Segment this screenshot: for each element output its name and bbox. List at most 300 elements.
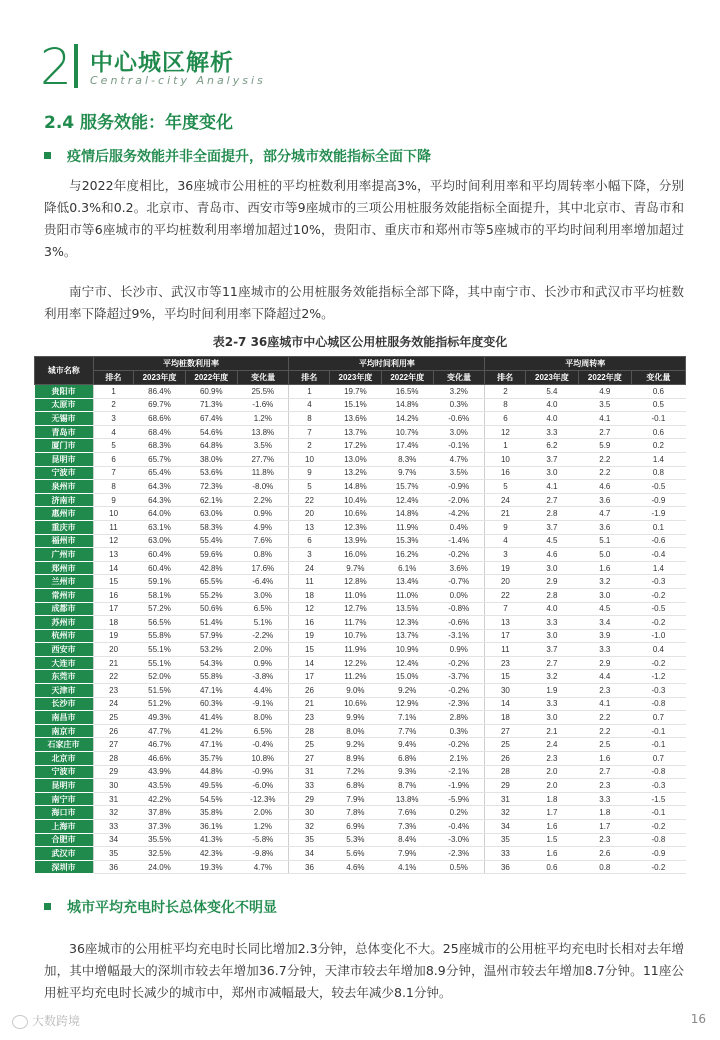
table-cell: 9.0% xyxy=(330,684,382,698)
table-cell: 30 xyxy=(289,806,330,820)
table-cell: 15 xyxy=(485,670,526,684)
table-row xyxy=(35,684,686,698)
table-cell: 0.6 xyxy=(525,860,578,874)
table-cell: 1.6 xyxy=(525,847,578,861)
table-cell: 7 xyxy=(485,602,526,616)
table-cell: 2.4 xyxy=(525,738,578,752)
table-row xyxy=(35,452,686,466)
table-cell: 19.7% xyxy=(330,385,382,399)
table-cell: 0.8 xyxy=(631,466,685,480)
table-cell: 16.0% xyxy=(330,548,382,562)
table-cell: 11.0% xyxy=(381,588,433,602)
table-row xyxy=(35,697,686,711)
table-cell: 1.2% xyxy=(237,820,289,834)
table-cell: 63.0% xyxy=(134,534,186,548)
table-cell: 41.4% xyxy=(185,711,237,725)
table-cell: 13.7% xyxy=(381,629,433,643)
table-cell: 11.8% xyxy=(237,466,289,480)
table-row xyxy=(35,629,686,643)
table-cell: 38.0% xyxy=(185,452,237,466)
city-name-cell: 重庆市 xyxy=(35,520,94,534)
table-cell: -0.9% xyxy=(237,765,289,779)
table-cell: 47.7% xyxy=(134,724,186,738)
table-cell: 8.7% xyxy=(381,779,433,793)
table-cell: -0.6 xyxy=(631,534,685,548)
table-cell: 20 xyxy=(93,643,134,657)
table-cell: 72.3% xyxy=(185,480,237,494)
table-cell: 4.0 xyxy=(525,398,578,412)
table-cell: 12 xyxy=(485,425,526,439)
table-cell: 4.6% xyxy=(330,860,382,874)
table-cell: 0.2% xyxy=(433,806,485,820)
city-column-header: 城市名称 xyxy=(35,357,94,385)
table-cell: -0.2% xyxy=(433,738,485,752)
table-cell: 33 xyxy=(93,820,134,834)
table-cell: 0.8 xyxy=(578,860,631,874)
table-cell: 0.4% xyxy=(433,520,485,534)
table-cell: 4.6 xyxy=(525,548,578,562)
table-cell: 10.4% xyxy=(330,493,382,507)
table-cell: 14 xyxy=(485,697,526,711)
table-cell: 58.3% xyxy=(185,520,237,534)
table-cell: 21 xyxy=(289,697,330,711)
table-cell: 6.9% xyxy=(330,820,382,834)
table-cell: 28 xyxy=(485,765,526,779)
table-cell: 1.4 xyxy=(631,452,685,466)
table-cell: 16 xyxy=(485,466,526,480)
table-cell: 35.7% xyxy=(185,752,237,766)
city-name-cell: 大连市 xyxy=(35,656,94,670)
logo-icon xyxy=(12,1015,28,1029)
table-cell: 47.1% xyxy=(185,684,237,698)
table-cell: 43.9% xyxy=(134,765,186,779)
table-cell: 1.4 xyxy=(631,561,685,575)
table-cell: 0.5% xyxy=(433,860,485,874)
city-name-cell: 兰州市 xyxy=(35,575,94,589)
table-cell: 41.2% xyxy=(185,724,237,738)
table-cell: 25.5% xyxy=(237,385,289,399)
table-cell: 63.0% xyxy=(185,507,237,521)
table-cell: 5.6% xyxy=(330,847,382,861)
table-cell: -0.8 xyxy=(631,697,685,711)
table-cell: 20 xyxy=(289,507,330,521)
table-cell: 55.4% xyxy=(185,534,237,548)
table-cell: 10 xyxy=(289,452,330,466)
city-name-cell: 宁波市 xyxy=(35,765,94,779)
table-cell: 32.5% xyxy=(134,847,186,861)
paragraph-2: 南宁市、长沙市、武汉市等11座城市的公用桩服务效能指标全部下降，其中南宁市、长沙市和武汉市平均桩数利用率下降超过9%，平均时间利用率下降超过2%。 xyxy=(44,284,684,321)
table-cell: 69.7% xyxy=(134,398,186,412)
table-cell: 3 xyxy=(93,412,134,426)
table-cell: 60.4% xyxy=(134,561,186,575)
square-bullet-icon xyxy=(44,152,51,159)
group-header-turnover: 平均周转率 xyxy=(485,357,686,371)
table-row xyxy=(35,847,686,861)
bullet-heading-1-text: 疫情后服务效能并非全面提升，部分城市效能指标全面下降 xyxy=(67,149,431,165)
table-cell: 1.2% xyxy=(237,412,289,426)
table-cell: 6.8% xyxy=(381,752,433,766)
city-name-cell: 长沙市 xyxy=(35,697,94,711)
table-cell: -0.3 xyxy=(631,684,685,698)
table-cell: 0.7 xyxy=(631,752,685,766)
table-row xyxy=(35,820,686,834)
chapter-title: 中心城区解析 xyxy=(90,50,234,76)
table-cell: 23 xyxy=(485,656,526,670)
table-cell: 5.4 xyxy=(525,385,578,399)
table-cell: 24 xyxy=(485,493,526,507)
table-cell: 57.9% xyxy=(185,629,237,643)
table-cell: 17.6% xyxy=(237,561,289,575)
table-cell: 1.6 xyxy=(525,820,578,834)
table-cell: 35.8% xyxy=(185,806,237,820)
efficiency-table xyxy=(34,356,686,874)
table-cell: 3.0 xyxy=(525,629,578,643)
paragraph-1: 与2022年度相比，36座城市公用桩的平均桩数利用率提高3%，平均时间利用率和平均周转率小幅下降，分别降低0.3%和0.2。北京市、青岛市、西安市等9座城市的三项公用桩服务效能指标全面提升，其中北京市、青岛市和贵阳市等6座城市的平均桩数利用率增加超过10%，贵阳市、重庆市和郑州市等5座城市的平均时间利用率增加超过3%。 xyxy=(44,178,684,259)
table-cell: 4.5 xyxy=(578,602,631,616)
table-cell: 51.4% xyxy=(185,616,237,630)
table-cell: 18 xyxy=(93,616,134,630)
table-cell: -0.1 xyxy=(631,738,685,752)
table-cell: -6.4% xyxy=(237,575,289,589)
table-cell: 2.0 xyxy=(525,779,578,793)
table-cell: 2.0% xyxy=(237,806,289,820)
table-cell: 13 xyxy=(289,520,330,534)
table-cell: 1.8 xyxy=(525,792,578,806)
city-name-cell: 杭州市 xyxy=(35,629,94,643)
table-cell: 3.2% xyxy=(433,385,485,399)
table-row xyxy=(35,711,686,725)
table-cell: 13.5% xyxy=(381,602,433,616)
table-cell: 12 xyxy=(93,534,134,548)
table-row xyxy=(35,643,686,657)
table-cell: -0.2% xyxy=(433,656,485,670)
table-cell: 5.1 xyxy=(578,534,631,548)
table-cell: 32 xyxy=(93,806,134,820)
table-cell: -0.8 xyxy=(631,833,685,847)
city-name-cell: 济南市 xyxy=(35,493,94,507)
city-name-cell: 深圳市 xyxy=(35,860,94,874)
table-row xyxy=(35,738,686,752)
table-cell: 2.1% xyxy=(433,752,485,766)
table-cell: 27 xyxy=(485,724,526,738)
table-cell: 53.6% xyxy=(185,466,237,480)
table-cell: 55.1% xyxy=(134,656,186,670)
table-cell: 21 xyxy=(485,507,526,521)
table-cell: -5.9% xyxy=(433,792,485,806)
table-cell: 68.4% xyxy=(134,425,186,439)
table-cell: 12.9% xyxy=(381,697,433,711)
table-cell: 4.7 xyxy=(578,507,631,521)
table-cell: 2.1 xyxy=(525,724,578,738)
table-cell: 2.3 xyxy=(525,752,578,766)
city-name-cell: 上海市 xyxy=(35,820,94,834)
table-cell: 20 xyxy=(485,575,526,589)
table-cell: -1.9 xyxy=(631,507,685,521)
city-name-cell: 贵阳市 xyxy=(35,385,94,399)
sub-header-rank: 排名 xyxy=(485,371,526,385)
table-cell: 29 xyxy=(93,765,134,779)
table-cell: 13 xyxy=(485,616,526,630)
table-cell: 2.3 xyxy=(578,833,631,847)
table-cell: 9 xyxy=(93,493,134,507)
table-cell: 7.7% xyxy=(381,724,433,738)
table-cell: -1.5 xyxy=(631,792,685,806)
table-cell: 55.8% xyxy=(185,670,237,684)
table-cell: 18 xyxy=(289,588,330,602)
table-cell: 7.1% xyxy=(381,711,433,725)
sub-header-change: 变化量 xyxy=(433,371,485,385)
table-cell: 0.5 xyxy=(631,398,685,412)
table-cell: -9.1% xyxy=(237,697,289,711)
table-cell: 33 xyxy=(485,847,526,861)
table-cell: 42.2% xyxy=(134,792,186,806)
table-cell: 4.9 xyxy=(578,385,631,399)
table-cell: 8.9% xyxy=(330,752,382,766)
table-cell: -1.9% xyxy=(433,779,485,793)
table-cell: 22 xyxy=(93,670,134,684)
table-cell: 5 xyxy=(93,439,134,453)
table-cell: 7 xyxy=(93,466,134,480)
table-cell: 11 xyxy=(289,575,330,589)
table-cell: -0.7% xyxy=(433,575,485,589)
table-cell: 2.2 xyxy=(578,452,631,466)
table-cell: 2.7 xyxy=(525,656,578,670)
table-cell: 28 xyxy=(93,752,134,766)
table-cell: 35.5% xyxy=(134,833,186,847)
table-cell: 49.5% xyxy=(185,779,237,793)
table-row xyxy=(35,779,686,793)
table-cell: -0.2% xyxy=(433,548,485,562)
table-cell: 10.7% xyxy=(330,629,382,643)
table-cell: 7.2% xyxy=(330,765,382,779)
sub-header-2022: 2022年度 xyxy=(381,371,433,385)
table-cell: 3.0% xyxy=(237,588,289,602)
table-cell: 6.8% xyxy=(330,779,382,793)
table-cell: 16 xyxy=(289,616,330,630)
table-cell: 13.9% xyxy=(330,534,382,548)
city-name-cell: 广州市 xyxy=(35,548,94,562)
table-cell: 2.9 xyxy=(525,575,578,589)
table-cell: 12.3% xyxy=(330,520,382,534)
group-header-time-util: 平均时间利用率 xyxy=(289,357,485,371)
table-cell: -0.8 xyxy=(631,765,685,779)
sub-header-2023: 2023年度 xyxy=(525,371,578,385)
table-cell: 3 xyxy=(485,548,526,562)
table-cell: 2.3 xyxy=(578,684,631,698)
table-cell: 9.2% xyxy=(330,738,382,752)
table-cell: 12.3% xyxy=(381,616,433,630)
city-name-cell: 成都市 xyxy=(35,602,94,616)
table-cell: 4.4% xyxy=(237,684,289,698)
table-cell: 3.3 xyxy=(578,643,631,657)
table-cell: 29 xyxy=(289,792,330,806)
table-cell: 27.7% xyxy=(237,452,289,466)
footer-logo-text: 大数跨境 xyxy=(32,1014,81,1028)
table-cell: -0.2% xyxy=(433,684,485,698)
table-cell: 17 xyxy=(93,602,134,616)
table-cell: 43.5% xyxy=(134,779,186,793)
table-cell: 55.8% xyxy=(134,629,186,643)
table-row xyxy=(35,398,686,412)
table-cell: 3.5 xyxy=(578,398,631,412)
table-cell: 68.6% xyxy=(134,412,186,426)
group-header-pile-util: 平均桩数利用率 xyxy=(93,357,289,371)
table-cell: 8 xyxy=(485,398,526,412)
table-cell: 23 xyxy=(93,684,134,698)
table-cell: 2.7 xyxy=(525,493,578,507)
city-name-cell: 常州市 xyxy=(35,588,94,602)
table-cell: 9.4% xyxy=(381,738,433,752)
table-cell: 9.7% xyxy=(381,466,433,480)
table-cell: -0.6% xyxy=(433,616,485,630)
table-cell: 15.0% xyxy=(381,670,433,684)
table-cell: 15.1% xyxy=(330,398,382,412)
table-cell: 3.6% xyxy=(433,561,485,575)
table-cell: -12.3% xyxy=(237,792,289,806)
table-cell: 4.6 xyxy=(578,480,631,494)
table-cell: 16.5% xyxy=(381,385,433,399)
table-cell: 3.3 xyxy=(578,792,631,806)
table-cell: 10.8% xyxy=(237,752,289,766)
table-cell: 2.2% xyxy=(237,493,289,507)
table-cell: 11.0% xyxy=(330,588,382,602)
table-cell: 8.3% xyxy=(381,452,433,466)
table-row xyxy=(35,860,686,874)
table-cell: 4.1% xyxy=(381,860,433,874)
footer-logo xyxy=(12,1012,80,1029)
table-cell: 4.7% xyxy=(237,860,289,874)
table-cell: 51.5% xyxy=(134,684,186,698)
table-cell: 3.4 xyxy=(578,616,631,630)
table-cell: 14.8% xyxy=(381,507,433,521)
table-cell: 24.0% xyxy=(134,860,186,874)
city-name-cell: 南昌市 xyxy=(35,711,94,725)
table-sub-header-row xyxy=(35,371,686,385)
table-cell: 1.6 xyxy=(578,752,631,766)
table-cell: 27 xyxy=(93,738,134,752)
table-cell: -1.2 xyxy=(631,670,685,684)
table-cell: 9 xyxy=(485,520,526,534)
table-cell: 0.3% xyxy=(433,398,485,412)
table-cell: 31 xyxy=(93,792,134,806)
table-cell: -0.2 xyxy=(631,656,685,670)
city-name-cell: 惠州市 xyxy=(35,507,94,521)
table-cell: 13.7% xyxy=(330,425,382,439)
table-cell: 6.5% xyxy=(237,602,289,616)
table-cell: 25 xyxy=(485,738,526,752)
table-cell: 12 xyxy=(289,602,330,616)
table-cell: 46.6% xyxy=(134,752,186,766)
table-cell: 2.6 xyxy=(578,847,631,861)
table-cell: 2.2 xyxy=(578,466,631,480)
table-cell: 64.0% xyxy=(134,507,186,521)
table-cell: -3.0% xyxy=(433,833,485,847)
table-cell: -0.4 xyxy=(631,548,685,562)
table-cell: 0.9% xyxy=(237,656,289,670)
table-cell: 15 xyxy=(289,643,330,657)
table-cell: 0.8% xyxy=(237,548,289,562)
table-cell: 5 xyxy=(485,480,526,494)
table-cell: 29 xyxy=(485,779,526,793)
city-name-cell: 泉州市 xyxy=(35,480,94,494)
table-cell: 0.4 xyxy=(631,643,685,657)
table-cell: 15.3% xyxy=(381,534,433,548)
table-cell: 9.7% xyxy=(330,561,382,575)
city-name-cell: 北京市 xyxy=(35,752,94,766)
table-cell: 3.7 xyxy=(525,452,578,466)
table-cell: -5.8% xyxy=(237,833,289,847)
square-bullet-icon xyxy=(44,903,51,910)
city-name-cell: 西安市 xyxy=(35,643,94,657)
table-cell: -9.8% xyxy=(237,847,289,861)
table-cell: 34 xyxy=(289,847,330,861)
table-cell: 7.6% xyxy=(237,534,289,548)
table-cell: -0.2 xyxy=(631,860,685,874)
table-cell: -2.1% xyxy=(433,765,485,779)
table-cell: 6 xyxy=(93,452,134,466)
table-cell: -0.1 xyxy=(631,806,685,820)
table-cell: -1.6% xyxy=(237,398,289,412)
table-cell: 3.0 xyxy=(578,588,631,602)
table-cell: -2.2% xyxy=(237,629,289,643)
table-cell: 36 xyxy=(93,860,134,874)
table-cell: -0.2 xyxy=(631,588,685,602)
table-cell: 12.2% xyxy=(330,656,382,670)
table-row xyxy=(35,765,686,779)
table-row xyxy=(35,588,686,602)
table-cell: -0.2 xyxy=(631,616,685,630)
table-cell: 22 xyxy=(485,588,526,602)
table-cell: 67.4% xyxy=(185,412,237,426)
table-cell: 3.5% xyxy=(433,466,485,480)
table-row xyxy=(35,548,686,562)
table-cell: 37.3% xyxy=(134,820,186,834)
table-cell: 26 xyxy=(485,752,526,766)
table-cell: 52.0% xyxy=(134,670,186,684)
table-cell: 11 xyxy=(93,520,134,534)
sub-header-2022: 2022年度 xyxy=(578,371,631,385)
city-name-cell: 合肥市 xyxy=(35,833,94,847)
table-cell: 6.2 xyxy=(525,439,578,453)
table-row xyxy=(35,466,686,480)
city-name-cell: 石家庄市 xyxy=(35,738,94,752)
table-cell: 5.3% xyxy=(330,833,382,847)
table-cell: 3.2 xyxy=(578,575,631,589)
table-cell: 64.3% xyxy=(134,480,186,494)
table-cell: -0.2 xyxy=(631,820,685,834)
table-cell: 19.3% xyxy=(185,860,237,874)
table-cell: 54.5% xyxy=(185,792,237,806)
table-cell: 36 xyxy=(485,860,526,874)
table-cell: 7 xyxy=(289,425,330,439)
table-cell: 5.9 xyxy=(578,439,631,453)
table-row xyxy=(35,507,686,521)
table-cell: 34 xyxy=(93,833,134,847)
table-cell: 63.1% xyxy=(134,520,186,534)
table-row xyxy=(35,670,686,684)
table-cell: 8 xyxy=(93,480,134,494)
table-cell: 3.9 xyxy=(578,629,631,643)
table-cell: 54.6% xyxy=(185,425,237,439)
bullet-heading-2-text: 城市平均充电时长总体变化不明显 xyxy=(67,900,277,916)
table-cell: -4.2% xyxy=(433,507,485,521)
table-cell: 65.7% xyxy=(134,452,186,466)
table-cell: 2.2 xyxy=(578,711,631,725)
table-cell: 2.8 xyxy=(525,588,578,602)
table-row xyxy=(35,806,686,820)
table-cell: 41.3% xyxy=(185,833,237,847)
table-cell: 10 xyxy=(485,452,526,466)
